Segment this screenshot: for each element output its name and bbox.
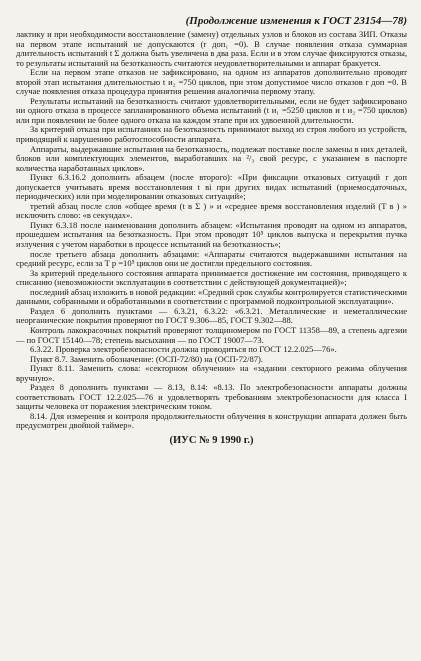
- paragraph: Если на первом этапе отказов не зафиксировано, на одном из аппаратов дополнительно проводят второй этап испытания длительностью t и₂ =750 циклов, при этом допустимое число отказов r доп =0. В случае появления отказа процедура принятия решения аналогична первому этапу.: [16, 67, 407, 97]
- paragraph: За критерий отказа при испытаниях на безотказность принимают выход из строя любого из устройств, приводящий к нарушению работоспособности аппарата.: [16, 124, 407, 145]
- paragraph: последний абзац изложить в новой редакции: «Средний срок службы контролируется статистическими данными, собранными и обработанными в соответствии с программой подконтрольной эксплуатации».: [16, 286, 407, 307]
- page-header: (Продолжение изменения к ГОСТ 23154—78): [185, 15, 407, 27]
- paragraph: За критерий предельного состояния аппарата принимается достижение им состояния, приводящего к списанию (невозможности эксплуатации в соответствии с действующей документацией)»;: [16, 267, 407, 288]
- paragraph: 8.14. Для измерения и контроля продолжительности облучения в конструкции аппарата должен быть предусмотрен двойной таймер».: [16, 410, 407, 431]
- paragraph: третий абзац после слов «общее время (t в Σ ) » и «среднее время восстановления изделий (T в ) » исключить слово: «в секундах».: [16, 200, 407, 221]
- paragraph: Аппараты, выдержавшие испытания на безотказность, подлежат поставке после замены в них деталей, блоков или комплектующих элементов, выработавших на ²/₃ свой ресурс, с указанием в паспорте количества наработанных циклов».: [16, 143, 407, 173]
- paragraph: Раздел 6 дополнить пунктами — 6.3.21, 6.3.22: «6.3.21. Металлические и неметаллические неорганические покрытия проверяют по ГОСТ 9.306—85, ГОСТ 9.302—88.: [16, 305, 407, 326]
- paragraph: Контроль лакокрасочных покрытий проверяют толщиномером по ГОСТ 11358—89, а степень адгезии — по ГОСТ 15140—78; степень высыхания — по ГОСТ 19007—73.: [16, 324, 407, 345]
- page-footer: (ИУС № 9 1990 г.): [169, 434, 254, 446]
- paragraph: Пункт 6.3.18 после наименования дополнить абзацем: «Испытания проводят на одном из аппаратов, прошедшем испытания на безотказность. При этом проводят 10⁵ циклов выпуска и перекрытия пучка излучения с учетом наработки в процессе испытаний на безотказность»;: [16, 219, 407, 250]
- paragraph: Пункт 8.7. Заменить обозначение: (ОСП-72/80) на (ОСП-72/87).: [30, 353, 264, 364]
- paragraph: Результаты испытаний на безотказность считают удовлетворительными, если не будет зафиксировано ни одного отказа в процессе запланированного объема испытаний (t и₁ =5250 циклов и t и₂ =750 циклов) или при появлении не более одного отказа на каждом этапе при их удвоенной длительности.: [16, 95, 407, 125]
- paragraph: после третьего абзаца дополнить абзацами: «Аппараты считаются выдержавшими испытания на средний ресурс, если за T р =10⁵ циклов они не достигли предельного состояния.: [16, 248, 407, 269]
- paragraph: лактику и при необходимости восстановление (замену) отдельных узлов и блоков из состава ЗИП. Отказы на первом этапе испытаний не допускаются (r доп₁ =0). В случае появления отказа суммарная длительность испытаний t Σ должна быть увеличена в два раза. Если и в этом случае фиксируются отказы, то результаты испытаний на безотказность считаются неудовлетворительными и аппарат бракуется.: [16, 29, 407, 68]
- paragraph: Пункт 8.11. Заменить слова: «секторном облучении» на «задании секторного режима облучения вручную».: [16, 363, 407, 383]
- paragraph: 6.3.22. Проверка электробезопасности должна проводиться по ГОСТ 12.2.025—76».: [30, 344, 337, 355]
- paragraph: Пункт 6.3.16.2 дополнить абзацем (после второго): «При фиксации отказовых ситуаций r доп допускается учитывать время восстановления t вi при других видах испытаний (приемосдаточных, периодических) или при моделировании отказовых ситуаций»;: [16, 172, 407, 202]
- paragraph: Раздел 8 дополнить пунктами — 8.13, 8.14: «8.13. По электробезопасности аппараты должны соответствовать ГОСТ 12.2.025—76 и удовлетворять требованиям электробезопасности для класса I защиты человека от поражения электрическим током.: [16, 382, 407, 412]
- document-body: [16, 30, 407, 431]
